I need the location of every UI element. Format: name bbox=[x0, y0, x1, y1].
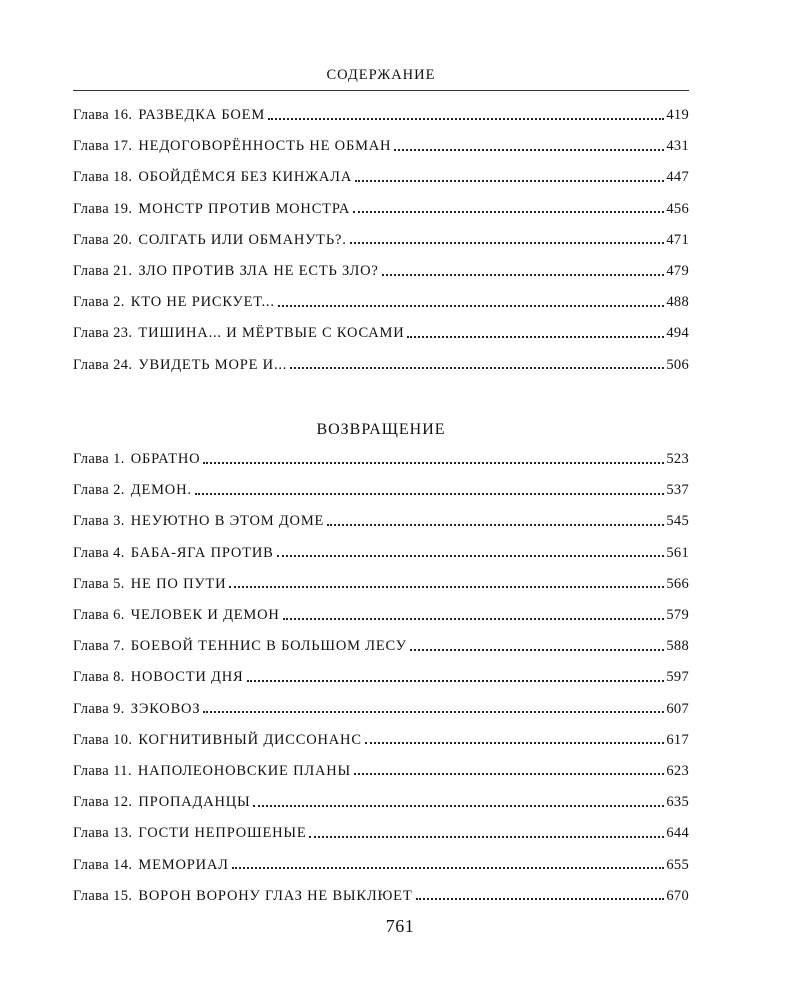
dot-leader bbox=[416, 898, 665, 900]
dot-leader bbox=[354, 773, 664, 775]
toc-entry bbox=[73, 849, 689, 880]
toc-page-number: 597 bbox=[666, 669, 689, 686]
toc-entry bbox=[73, 756, 689, 787]
toc-entry bbox=[73, 194, 689, 225]
toc-chapter-label: Глава 7. bbox=[73, 638, 125, 655]
running-header bbox=[73, 66, 689, 91]
toc-entry bbox=[73, 881, 689, 912]
toc-chapter-title: НЕУЮТНО В ЭТОМ ДОМЕ bbox=[130, 513, 325, 530]
toc-page-number: 644 bbox=[666, 825, 689, 842]
toc-chapter-label: Глава 5. bbox=[73, 575, 125, 592]
toc-entry bbox=[73, 256, 689, 287]
toc-entry-text bbox=[73, 669, 244, 686]
toc-entry-text bbox=[73, 294, 275, 311]
toc-page-number: 670 bbox=[666, 887, 689, 904]
toc-entry-text bbox=[73, 357, 287, 374]
page-number: 761 bbox=[385, 916, 415, 936]
toc-chapter-title: БАБА-ЯГА ПРОТИВ bbox=[130, 544, 274, 561]
toc-entry-text bbox=[73, 732, 362, 749]
toc-chapter-title: ГОСТИ НЕПРОШЕНЫЕ bbox=[138, 825, 307, 842]
toc-chapter-label: Глава 17. bbox=[73, 138, 133, 155]
dot-leader bbox=[410, 649, 664, 651]
toc-chapter-title: НЕ ПО ПУТИ bbox=[130, 575, 227, 592]
toc-page-number: 579 bbox=[666, 607, 689, 624]
dot-leader bbox=[247, 680, 665, 682]
toc-chapter-label: Глава 15. bbox=[73, 887, 133, 904]
toc-page-number: 431 bbox=[666, 138, 689, 155]
dot-leader bbox=[327, 524, 664, 526]
toc-entry bbox=[73, 475, 689, 506]
toc-page-number: 523 bbox=[666, 451, 689, 468]
toc-chapter-label: Глава 11. bbox=[73, 762, 132, 779]
toc-page-number: 471 bbox=[666, 231, 689, 248]
toc-entry bbox=[73, 131, 689, 162]
toc-chapter-title: ЗЭКОВОЗ bbox=[130, 700, 201, 717]
toc-entry-text bbox=[73, 576, 226, 593]
toc-entry bbox=[73, 662, 689, 693]
dot-leader bbox=[195, 493, 665, 495]
toc-page-number: 456 bbox=[666, 200, 689, 217]
toc-chapter-label: Глава 12. bbox=[73, 794, 133, 811]
toc-chapter-title: БОЕВОЙ ТЕННИС В БОЛЬШОМ ЛЕСУ bbox=[130, 638, 407, 655]
toc-chapter-label: Глава 10. bbox=[73, 731, 133, 748]
toc-page-number: 447 bbox=[666, 169, 689, 186]
toc-chapter-label: Глава 9. bbox=[73, 700, 125, 717]
toc-chapter-title: КТО НЕ РИСКУЕТ... bbox=[130, 294, 275, 311]
toc-entry bbox=[73, 600, 689, 631]
toc-entry bbox=[73, 444, 689, 475]
toc-entry bbox=[73, 318, 689, 349]
dot-leader bbox=[203, 462, 664, 464]
toc-entry bbox=[73, 725, 689, 756]
toc-page-number: 537 bbox=[666, 482, 689, 499]
toc-entry-text bbox=[73, 201, 350, 218]
toc-chapter-title: УВИДЕТЬ МОРЕ И... bbox=[138, 356, 288, 373]
toc-entry-text bbox=[73, 763, 351, 780]
toc-chapter-label: Глава 19. bbox=[73, 200, 133, 217]
toc-entry-text bbox=[73, 169, 352, 186]
toc-entry-text bbox=[73, 638, 407, 655]
toc-entry bbox=[73, 694, 689, 725]
toc-entry-text bbox=[73, 825, 306, 842]
toc-entry-text bbox=[73, 232, 347, 249]
dot-leader bbox=[309, 836, 664, 838]
toc-chapter-title: ДЕМОН. bbox=[130, 482, 192, 499]
toc-page-number: 561 bbox=[666, 544, 689, 561]
toc-chapter-title: ВОРОН ВОРОНУ ГЛАЗ НЕ ВЫКЛЮЕТ bbox=[138, 887, 413, 904]
toc-chapter-title: МОНСТР ПРОТИВ МОНСТРА bbox=[138, 200, 351, 217]
toc-chapter-title: ЧЕЛОВЕК И ДЕМОН bbox=[130, 607, 280, 624]
toc-entry bbox=[73, 818, 689, 849]
toc-entry-text bbox=[73, 263, 379, 280]
section-heading: ВОЗВРАЩЕНИЕ bbox=[316, 421, 446, 438]
toc-entry bbox=[73, 506, 689, 537]
toc-entry-text bbox=[73, 513, 324, 530]
toc-entry-text bbox=[73, 325, 404, 342]
toc-chapter-title: ЗЛО ПРОТИВ ЗЛА НЕ ЕСТЬ ЗЛО? bbox=[138, 263, 379, 280]
dot-leader bbox=[229, 586, 664, 588]
toc-chapter-label: Глава 3. bbox=[73, 513, 125, 530]
toc-page-number: 419 bbox=[666, 107, 689, 124]
toc-chapter-title: ТИШИНА... И МЁРТВЫЕ С КОСАМИ bbox=[138, 325, 405, 342]
toc-chapter-label: Глава 14. bbox=[73, 856, 133, 873]
toc-page-number: 607 bbox=[666, 700, 689, 717]
toc-chapter-label: Глава 23. bbox=[73, 325, 133, 342]
dot-leader bbox=[355, 180, 664, 182]
toc-entry bbox=[73, 631, 689, 662]
dot-leader bbox=[365, 742, 665, 744]
dot-leader bbox=[283, 618, 665, 620]
toc-entry-text bbox=[73, 857, 229, 874]
toc-page-number: 617 bbox=[666, 731, 689, 748]
toc-entry-text bbox=[73, 138, 391, 155]
toc-chapter-label: Глава 1. bbox=[73, 451, 125, 468]
toc-page-number: 635 bbox=[666, 794, 689, 811]
toc-entry-text bbox=[73, 888, 413, 905]
toc-chapter-title: ОБРАТНО bbox=[130, 451, 201, 468]
toc-page-number: 545 bbox=[666, 513, 689, 530]
dot-leader bbox=[290, 367, 664, 369]
toc-page-number: 623 bbox=[666, 762, 689, 779]
toc-page-number: 566 bbox=[666, 575, 689, 592]
toc-entry bbox=[73, 538, 689, 569]
dot-leader bbox=[253, 805, 664, 807]
toc-chapter-title: КОГНИТИВНЫЙ ДИССОНАНС bbox=[138, 731, 362, 748]
toc-chapter-title: НЕДОГОВОРЁННОСТЬ НЕ ОБМАН bbox=[138, 138, 392, 155]
toc-chapter-label: Глава 2. bbox=[73, 482, 125, 499]
toc-entry-text bbox=[73, 701, 200, 718]
toc-chapter-label: Глава 21. bbox=[73, 263, 133, 280]
toc-chapter-title: ОБОЙДЁМСЯ БЕЗ КИНЖАЛА bbox=[138, 169, 353, 186]
toc-chapter-label: Глава 24. bbox=[73, 356, 133, 373]
toc-chapter-label: Глава 2. bbox=[73, 294, 125, 311]
dot-leader bbox=[350, 242, 665, 244]
dot-leader bbox=[382, 274, 665, 276]
toc-entry-text bbox=[73, 482, 192, 499]
dot-leader bbox=[232, 867, 665, 869]
dot-leader bbox=[394, 149, 664, 151]
toc-entry-text bbox=[73, 107, 265, 124]
toc-entry-text bbox=[73, 545, 274, 562]
toc-entry-text bbox=[73, 607, 280, 624]
dot-leader bbox=[277, 555, 665, 557]
toc-page-number: 494 bbox=[666, 325, 689, 342]
toc-list bbox=[73, 444, 689, 912]
toc-page-number: 588 bbox=[666, 638, 689, 655]
dot-leader bbox=[407, 336, 664, 338]
toc-chapter-label: Глава 6. bbox=[73, 607, 125, 624]
toc-list bbox=[73, 100, 689, 381]
running-header-title: СОДЕРЖАНИЕ bbox=[326, 67, 436, 83]
toc-chapter-label: Глава 16. bbox=[73, 107, 133, 124]
toc-entry bbox=[73, 350, 689, 381]
toc-chapter-label: Глава 20. bbox=[73, 231, 133, 248]
dot-leader bbox=[353, 211, 664, 213]
toc-chapter-title: НАПОЛЕОНОВСКИЕ ПЛАНЫ bbox=[137, 762, 352, 779]
toc-page-number: 655 bbox=[666, 856, 689, 873]
toc-section-continued bbox=[73, 100, 689, 381]
toc-entry bbox=[73, 225, 689, 256]
toc-chapter-title: МЕМОРИАЛ bbox=[138, 856, 229, 873]
toc-page-number: 506 bbox=[666, 356, 689, 373]
toc-entry-text bbox=[73, 451, 200, 468]
toc-entry bbox=[73, 100, 689, 131]
toc-chapter-label: Глава 18. bbox=[73, 169, 133, 186]
toc-entry bbox=[73, 569, 689, 600]
toc-page-number: 479 bbox=[666, 263, 689, 280]
toc-page-number: 488 bbox=[666, 294, 689, 311]
dot-leader bbox=[278, 305, 665, 307]
toc-entry-text bbox=[73, 794, 250, 811]
toc-entry bbox=[73, 787, 689, 818]
dot-leader bbox=[203, 711, 664, 713]
toc-section-vozvrashchenie bbox=[73, 416, 689, 912]
toc-chapter-title: ПРОПАДАНЦЫ bbox=[138, 794, 251, 811]
toc-chapter-label: Глава 8. bbox=[73, 669, 125, 686]
toc-chapter-label: Глава 13. bbox=[73, 825, 133, 842]
dot-leader bbox=[268, 118, 664, 120]
toc-entry bbox=[73, 287, 689, 318]
toc-chapter-title: СОЛГАТЬ ИЛИ ОБМАНУТЬ?. bbox=[138, 231, 347, 248]
toc-entry bbox=[73, 162, 689, 193]
toc-chapter-title: НОВОСТИ ДНЯ bbox=[130, 669, 244, 686]
toc-chapter-label: Глава 4. bbox=[73, 544, 125, 561]
toc-chapter-title: РАЗВЕДКА БОЕМ bbox=[138, 107, 266, 124]
